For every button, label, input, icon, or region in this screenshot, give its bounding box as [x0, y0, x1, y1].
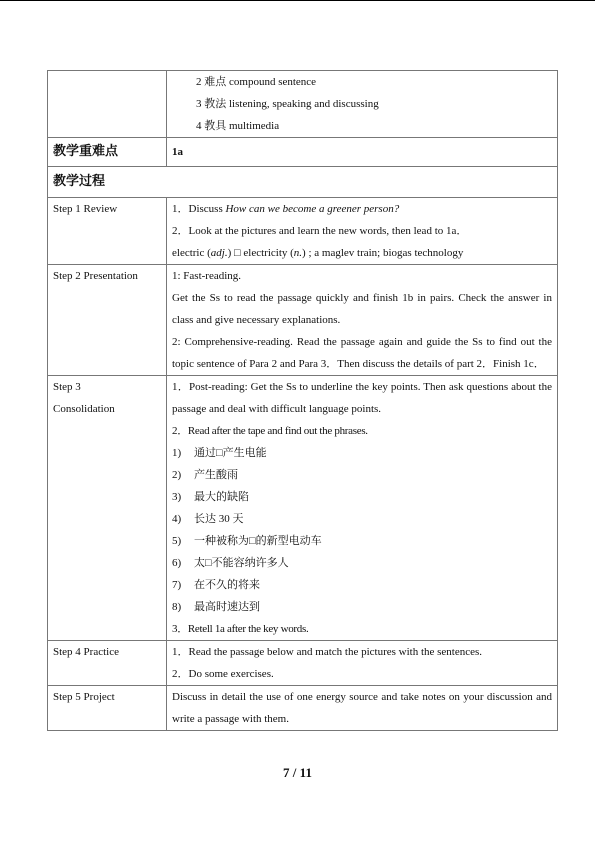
step-3-para-3: 3．Retell 1a after the key words.: [172, 623, 309, 635]
step-5-para-1: Discuss in detail the use of one energy source and take notes on your discussion and write a passage with them.: [172, 691, 552, 725]
step-3-label-line-1: Step 3: [53, 381, 81, 393]
step-5-label: Step 5 Project: [48, 686, 167, 731]
table-row-continued: [48, 71, 558, 138]
continued-line-3: 3 教法 listening, speaking and discussing: [196, 98, 379, 110]
step-1-line-3: electric (adj.) □ electricity (n.) ; a maglev train; biogas technology: [172, 247, 464, 259]
step-1-line-1: 1．Discuss How can we become a greener person?: [172, 203, 400, 215]
key-points-label: 教学重难点: [48, 138, 167, 167]
page-top-rule: [0, 0, 595, 1]
step-3-para-1: 1．Post-reading: Get the Ss to underline the key points. Then ask questions about the passage and deal with difficult language points.: [172, 381, 552, 415]
step-3-para-2: 2．Read after the tape and find out the phrases.: [172, 425, 368, 437]
continued-content-cell: [167, 71, 558, 138]
step-2-content: [167, 265, 558, 376]
phrase-item: 8) 最高时速达到: [172, 601, 260, 613]
phrase-item: 4) 长达 30 天: [172, 513, 244, 525]
continued-line-2: 2 难点 compound sentence: [196, 76, 317, 88]
step-3-label: [48, 376, 167, 641]
step-4-line-1: 1．Read the passage below and match the pictures with the sentences.: [172, 646, 483, 658]
table-row-step-4: [48, 641, 558, 686]
step-1-line-2: 2．Look at the pictures and learn the new words, then lead to 1a．: [172, 225, 468, 237]
step-3-content: [167, 376, 558, 641]
discussion-question: How can we become a greener person?: [225, 203, 400, 215]
step-5-content: [167, 686, 558, 731]
step-3-label-line-2: Consolidation: [53, 403, 115, 415]
table-row-step-5: [48, 686, 558, 731]
empty-label-cell: [48, 71, 167, 138]
phrase-item: 3) 最大的缺陷: [172, 491, 249, 503]
step-4-label: Step 4 Practice: [48, 641, 167, 686]
table-row-step-1: [48, 198, 558, 265]
table-row-key-points: [48, 138, 558, 167]
table-row-process-header: [48, 167, 558, 198]
step-2-para-3: 2: Comprehensive-reading. Read the passage again and guide the Ss to find out the topic sentence of Para 2 and Para 3．Then discuss the details of part 2．Finish 1c．: [172, 336, 552, 370]
key-points-value: 1a: [167, 138, 558, 167]
step-4-line-2: 2．Do some exercises.: [172, 668, 274, 680]
process-label: 教学过程: [48, 167, 558, 198]
phrase-item: 7) 在不久的将来: [172, 579, 260, 591]
step-2-para-1: 1: Fast-reading.: [172, 270, 242, 282]
lesson-plan-table: [47, 70, 558, 731]
phrase-item: 1) 通过□产生电能: [172, 447, 267, 459]
table-row-step-2: [48, 265, 558, 376]
phrase-item: 2) 产生酸雨: [172, 469, 238, 481]
step-1-content: [167, 198, 558, 265]
phrase-item: 5) 一种被称为□的新型电动车: [172, 535, 322, 547]
table-row-step-3: [48, 376, 558, 641]
step-1-label: Step 1 Review: [48, 198, 167, 265]
step-4-content: [167, 641, 558, 686]
phrase-item: 6) 太□不能容纳许多人: [172, 557, 289, 569]
page-number: 7 / 11: [283, 765, 312, 780]
continued-line-4: 4 教具 multimedia: [196, 120, 280, 132]
step-2-label: Step 2 Presentation: [48, 265, 167, 376]
step-2-para-2: Get the Ss to read the passage quickly and finish 1b in pairs. Check the answer in class and give necessary explanations.: [172, 292, 552, 326]
